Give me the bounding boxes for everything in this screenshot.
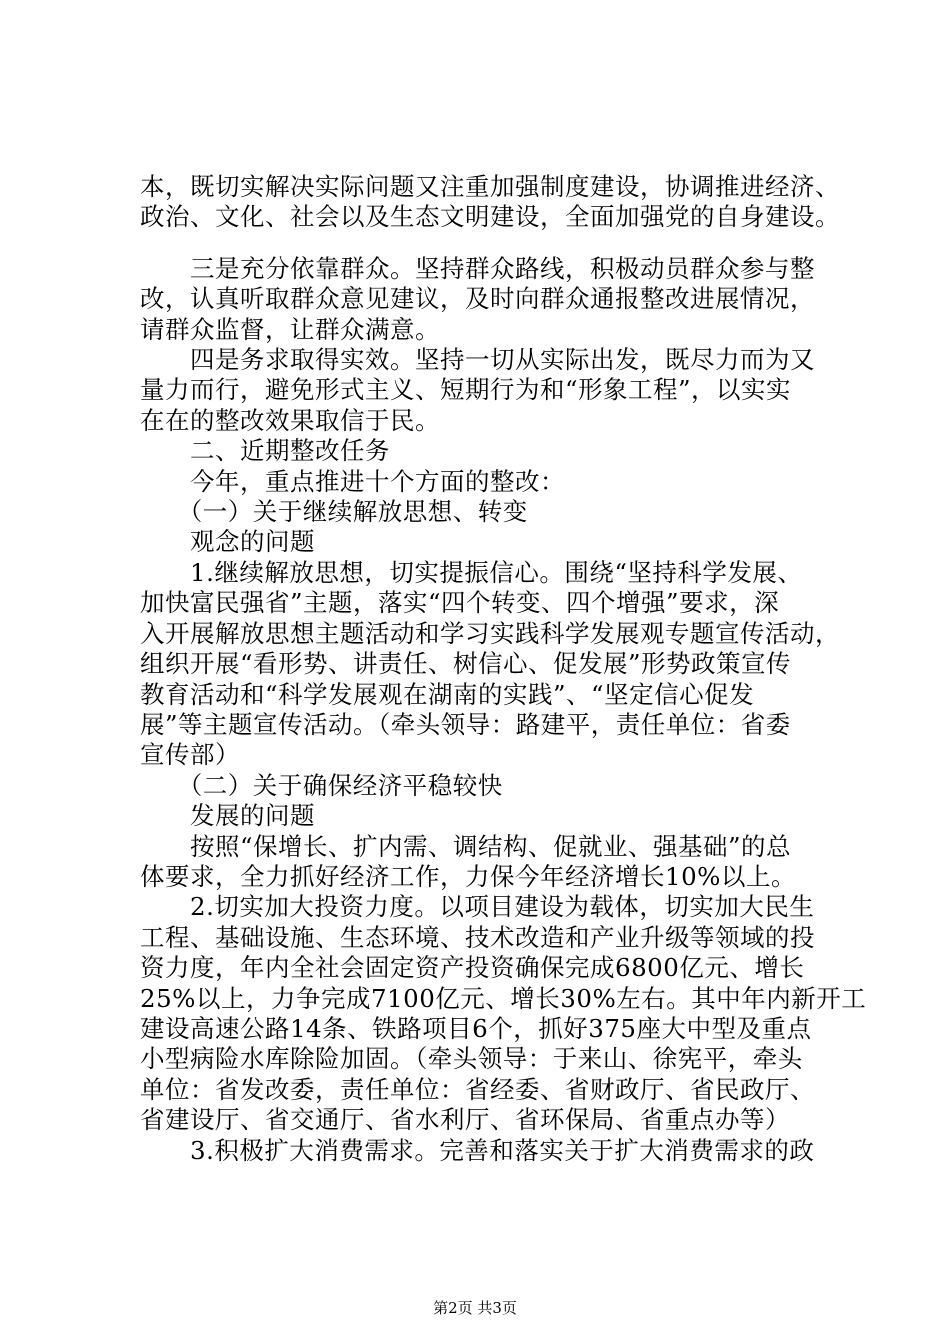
text-line: 入开展解放思想主题活动和学习实践科学发展观专题宣传活动， bbox=[140, 618, 840, 648]
document-body bbox=[140, 172, 867, 1166]
subsection-heading: （一）关于继续解放思想、转变 bbox=[140, 497, 528, 527]
text-line: 加快富民强省”主题，落实“四个转变、四个增强”要求，深 bbox=[140, 588, 780, 618]
text-line: 1.继续解放思想，切实提振信心。围绕“坚持科学发展、 bbox=[140, 557, 803, 587]
text-line: 建设高速公路14条、铁路项目6个，抓好375座大中型及重点 bbox=[140, 1013, 812, 1043]
text-line: 工程、基础设施、生态环境、技术改造和产业升级等领域的投 bbox=[140, 922, 815, 952]
page-footer bbox=[0, 1298, 950, 1318]
subsection-heading: （二）关于确保经济平稳较快 bbox=[140, 770, 503, 800]
text-line: 单位：省发改委，责任单位：省经委、省财政厅、省民政厅、 bbox=[140, 1074, 815, 1104]
text-line: 2.切实加大投资力度。以项目建设为载体，切实加大民生 bbox=[140, 892, 815, 922]
text-line: 省建设厅、省交通厅、省水利厅、省环保局、省重点办等） bbox=[140, 1105, 790, 1135]
text-line: 在在的整改效果取信于民。 bbox=[140, 405, 440, 435]
text-line: 组织开展“看形势、讲责任、树信心、促发展”形势政策宣传 bbox=[140, 649, 792, 679]
text-line: 宣传部） bbox=[140, 740, 240, 770]
text-line: 改，认真听取群众意见建议，及时向群众通报整改进展情况， bbox=[140, 284, 815, 314]
text-line: 量力而行，避免形式主义、短期行为和“形象工程”，以实实 bbox=[140, 375, 792, 405]
text-line: 体要求，全力抓好经济工作，力保今年经济增长10%以上。 bbox=[140, 861, 796, 891]
text-line: 教育活动和“科学发展观在湖南的实践”、“坚定信心促发 bbox=[140, 679, 755, 709]
text-line: 三是充分依靠群众。坚持群众路线，积极动员群众参与整 bbox=[140, 253, 815, 283]
text-line: 按照“保增长、扩内需、调结构、促就业、强基础”的总 bbox=[140, 831, 792, 861]
page-number-label: 第2页 共3页 bbox=[433, 1299, 517, 1317]
text-line: 展”等主题宣传活动。（牵头领导：路建平，责任单位：省委 bbox=[140, 709, 791, 739]
text-line: 本，既切实解决实际问题又注重加强制度建设，协调推进经济、 bbox=[140, 172, 840, 201]
subsection-heading: 观念的问题 bbox=[140, 527, 315, 557]
text-line: 今年，重点推进十个方面的整改： bbox=[140, 466, 565, 496]
section-heading: 二、近期整改任务 bbox=[140, 436, 390, 466]
text-line: 3.积极扩大消费需求。完善和落实关于扩大消费需求的政 bbox=[140, 1135, 815, 1165]
text-line: 请群众监督，让群众满意。 bbox=[140, 314, 440, 344]
text-line: 资力度，年内全社会固定资产投资确保完成6800亿元、增长 bbox=[140, 953, 805, 983]
text-line: 政治、文化、社会以及生态文明建设，全面加强党的自身建设。 bbox=[140, 202, 840, 232]
text-line: 25%以上，力争完成7100亿元、增长30%左右。其中年内新开工 bbox=[140, 983, 867, 1013]
text-line: 小型病险水库除险加固。（牵头领导：于来山、徐宪平，牵头 bbox=[140, 1044, 803, 1074]
text-line: 四是务求取得实效。坚持一切从实际出发，既尽力而为又 bbox=[140, 345, 815, 375]
subsection-heading: 发展的问题 bbox=[140, 801, 315, 831]
